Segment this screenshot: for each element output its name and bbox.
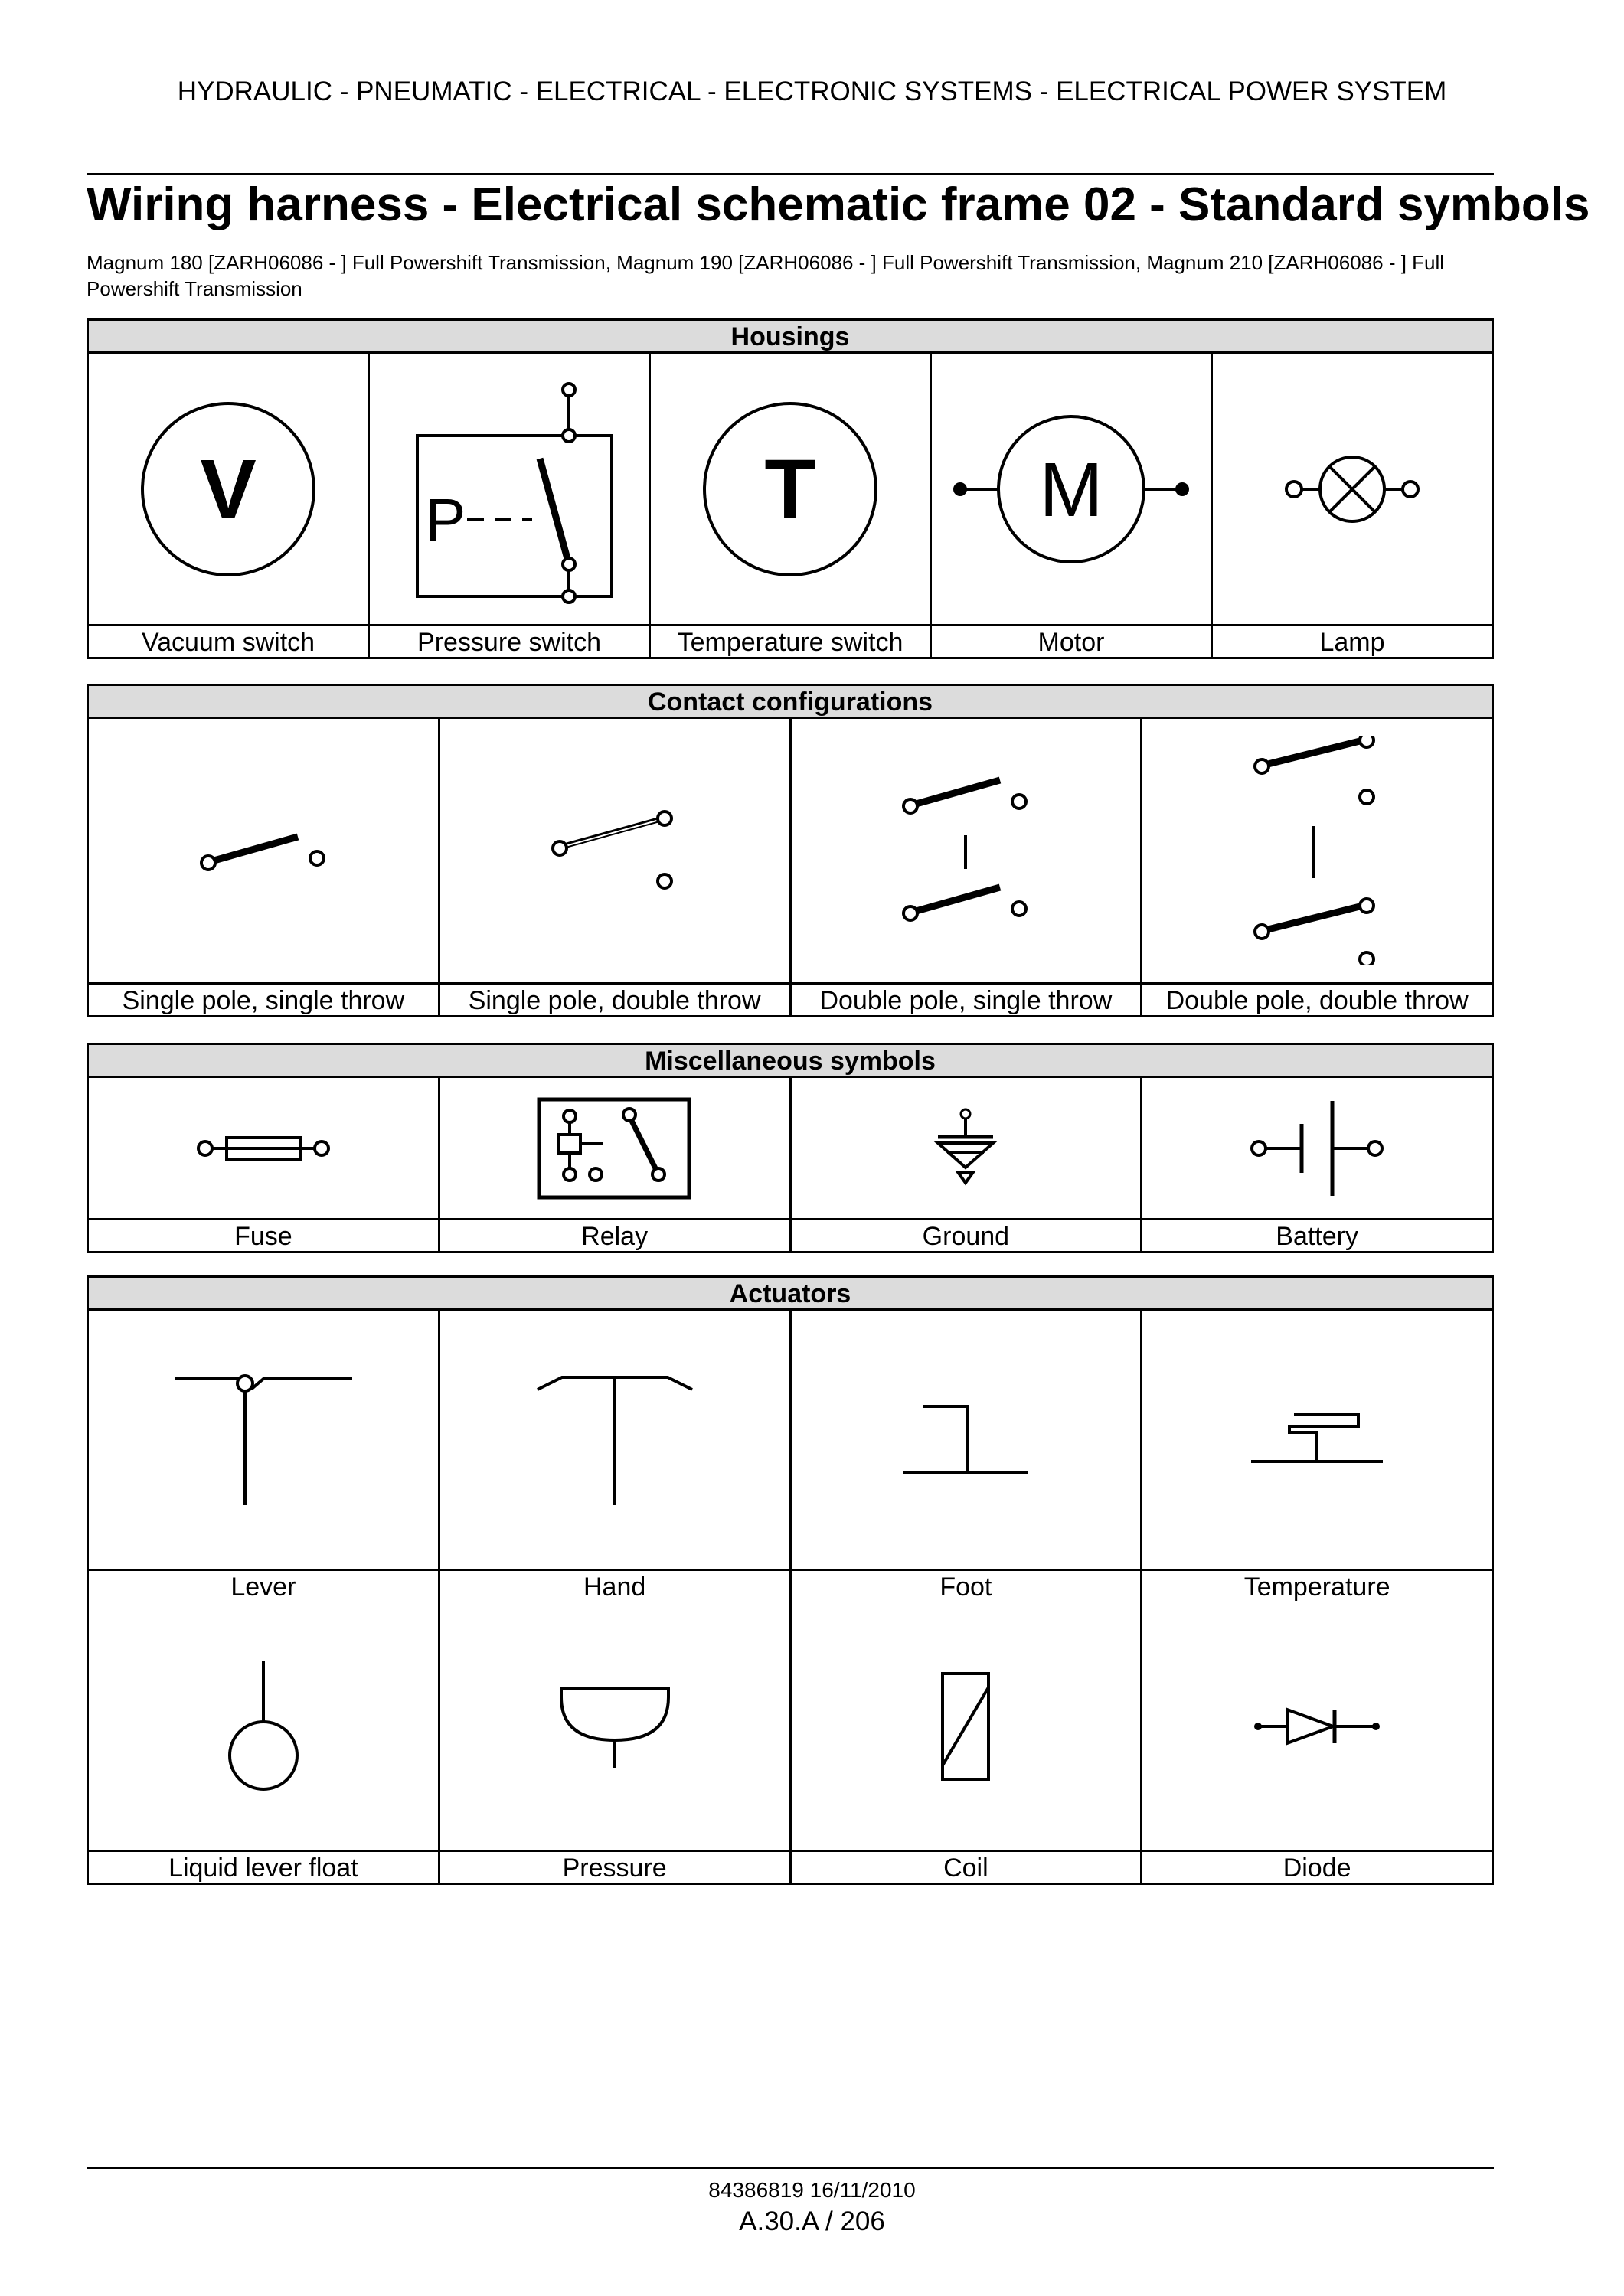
- vacuum-symbol-letter: V: [200, 442, 257, 537]
- footer-page-number: A.30.A / 206: [739, 2206, 885, 2236]
- actuators-heading: Actuators: [89, 1278, 1492, 1311]
- actuator-label: Diode: [1283, 1853, 1351, 1883]
- housing-label: Vacuum switch: [89, 626, 370, 658]
- actuator-cell-lever: [89, 1311, 440, 1569]
- misc-cell-relay: [440, 1078, 792, 1218]
- contact-cell-spst: [89, 719, 440, 982]
- diode-symbol: [1252, 1703, 1382, 1749]
- contact-label: Double pole, single throw: [792, 985, 1143, 1016]
- contact-cell-dpst: [792, 719, 1143, 982]
- actuator-label: Coil: [792, 1852, 1143, 1883]
- actuator-cell-diode: [1142, 1602, 1492, 1850]
- pressure-switch-symbol: [402, 374, 616, 604]
- housing-cell-pressure: [370, 354, 651, 624]
- fuse-symbol: [194, 1125, 332, 1171]
- contacts-heading: Contact configurations: [89, 686, 1492, 719]
- ground-symbol: [927, 1106, 1004, 1190]
- header-rule: [87, 173, 1494, 175]
- pressure-symbol-letter: P: [425, 485, 466, 554]
- actuator-label: Pressure: [440, 1852, 792, 1883]
- foot-actuator-symbol: [900, 1402, 1031, 1478]
- lever-actuator-symbol: [172, 1371, 355, 1509]
- spst-symbol: [194, 820, 332, 881]
- misc-cell-battery: [1142, 1078, 1492, 1218]
- housing-cell-temperature: [651, 354, 932, 624]
- housing-label: Motor: [932, 626, 1213, 658]
- housing-cell-lamp: [1213, 354, 1492, 624]
- actuator-cell-temperature: [1142, 1311, 1492, 1569]
- relay-symbol: [534, 1095, 695, 1202]
- actuator-cell-hand: [440, 1311, 792, 1569]
- actuator-cell-pressure: [440, 1602, 792, 1850]
- lamp-symbol: [1283, 451, 1421, 527]
- misc-table: [87, 1043, 1494, 1253]
- actuator-cell-foot: [792, 1311, 1143, 1569]
- contact-label: Double pole, double throw: [1165, 986, 1469, 1015]
- dpst-symbol: [897, 774, 1034, 927]
- housings-heading: Housings: [89, 321, 1492, 354]
- misc-cell-fuse: [89, 1078, 440, 1218]
- spdt-symbol: [546, 808, 684, 893]
- hand-actuator-symbol: [534, 1371, 695, 1509]
- actuators-table: [87, 1275, 1494, 1885]
- contact-cell-dpdt: [1142, 719, 1492, 982]
- housing-label: Pressure switch: [370, 626, 651, 658]
- temperature-switch-symbol: [698, 397, 882, 581]
- footer-rule: [87, 2167, 1494, 2169]
- misc-label: Fuse: [89, 1220, 440, 1252]
- contact-label: Single pole, double throw: [440, 985, 792, 1016]
- misc-heading: Miscellaneous symbols: [89, 1045, 1492, 1078]
- actuator-label: Hand: [440, 1571, 792, 1602]
- footer-doc-code: 84386819 16/11/2010: [708, 2178, 916, 2202]
- running-header: HYDRAULIC - PNEUMATIC - ELECTRICAL - ELECTRONIC SYSTEMS - ELECTRICAL POWER SYSTEM: [177, 77, 1447, 106]
- housing-cell-motor: [932, 354, 1213, 624]
- actuator-cell-coil: [792, 1602, 1143, 1850]
- dpdt-symbol: [1248, 736, 1386, 965]
- temperature-symbol-letter: T: [764, 442, 816, 537]
- coil-symbol: [935, 1669, 996, 1784]
- housing-label: Lamp: [1319, 628, 1385, 657]
- actuator-label: Temperature: [1243, 1573, 1390, 1602]
- applicability-text: Magnum 180 [ZARH06086 - ] Full Powershift Transmission, Magnum 190 [ZARH06086 - ] Full Powershift Transmission, Magnum 210 [ZARH06086 - ] Full Powershift Transmission: [87, 251, 1445, 300]
- contact-label: Single pole, single throw: [89, 985, 440, 1016]
- housing-label: Temperature switch: [651, 626, 932, 658]
- misc-cell-ground: [792, 1078, 1143, 1218]
- housings-table: [87, 318, 1494, 659]
- misc-label: Ground: [792, 1220, 1143, 1252]
- contact-cell-spdt: [440, 719, 792, 982]
- liquid-float-symbol: [221, 1657, 306, 1795]
- misc-label: Relay: [440, 1220, 792, 1252]
- motor-symbol-letter: M: [1039, 446, 1103, 533]
- contacts-table: [87, 684, 1494, 1017]
- actuator-label: Foot: [792, 1571, 1143, 1602]
- temperature-actuator-symbol: [1248, 1409, 1386, 1471]
- vacuum-switch-symbol: [136, 397, 320, 581]
- page-title: Wiring harness - Electrical schematic frame 02 - Standard symbols: [87, 178, 1590, 231]
- actuator-label: Lever: [89, 1571, 440, 1602]
- pressure-actuator-symbol: [554, 1680, 676, 1772]
- battery-symbol: [1248, 1095, 1386, 1202]
- actuator-cell-liquid-float: [89, 1602, 440, 1850]
- actuator-label: Liquid lever float: [89, 1852, 440, 1883]
- misc-label: Battery: [1276, 1222, 1358, 1251]
- motor-symbol: [953, 413, 1190, 566]
- housing-cell-vacuum: [89, 354, 370, 624]
